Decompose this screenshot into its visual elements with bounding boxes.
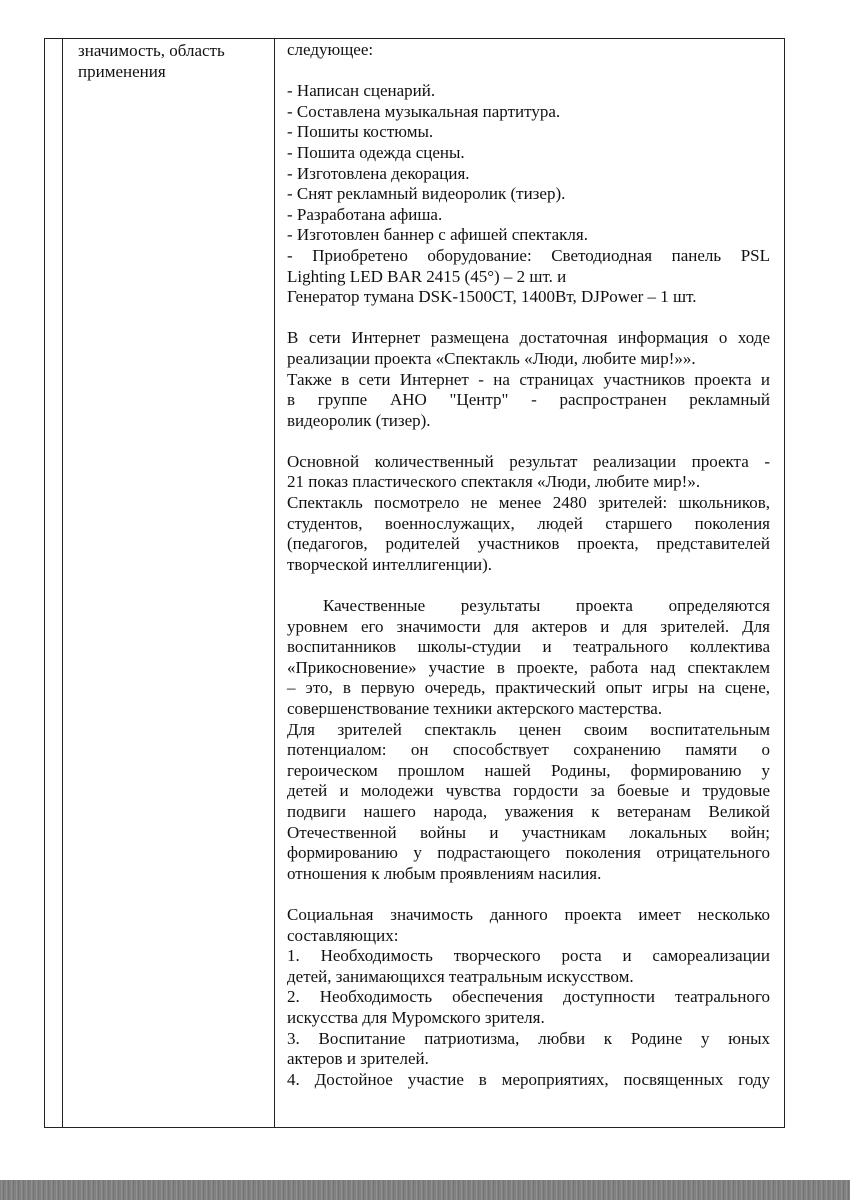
text-line: 4. Достойное участие в мероприятиях, посвященных году [287, 1069, 770, 1089]
list-item: - Приобретено оборудование: Светодиодная панель PSL [287, 245, 770, 265]
table-border-left [44, 38, 45, 1128]
text-line: потенциалом: он способствует сохранению памяти о [287, 740, 770, 760]
text-line: творческой интеллигенции). [287, 554, 493, 574]
row-label-line: значимость, область [78, 41, 225, 60]
text-line: уровнем его значимости для актеров и для зрителей. Для [287, 616, 770, 636]
text-line: составляющих: [287, 925, 399, 945]
table-border-bottom [44, 1127, 785, 1128]
text-line: студентов, военнослужащих, людей старшего поколения [287, 513, 770, 533]
text-line: совершенствование техники актерского мастерства. [287, 699, 663, 718]
list-item: - Снят рекламный видеоролик (тизер). [287, 184, 566, 204]
table-border-top [44, 38, 785, 39]
text-line: Спектакль посмотрело не менее 2480 зрителей: школьников, [287, 493, 770, 513]
text-line: 3. Воспитание патриотизма, любви к Родине у юных [287, 1028, 770, 1048]
table-border-number-col [62, 38, 63, 1128]
qualitative-paragraph [287, 596, 770, 884]
list-item: - Составлена музыкальная партитура. [287, 101, 561, 121]
text-line: – это, в первую очередь, практический опыт игры на сцене, [287, 678, 770, 698]
text-line: искусства для Муромского зрителя. [287, 1007, 545, 1027]
text-line: в группе АНО "Центр" - распространен рекламный [287, 390, 770, 410]
text-line: воспитанников школы-студии и театрального коллектива [287, 637, 770, 657]
text-line: актеров и зрителей. [287, 1049, 429, 1069]
text-line: Также в сети Интернет - на страницах участников проекта и [287, 369, 770, 389]
row-label-cell [78, 40, 268, 82]
text-line: детей и молодежи чувства гордости за боевые и трудовые [287, 781, 770, 801]
text-line: В сети Интернет размещена достаточная информация о ходе [287, 328, 770, 348]
list-item: - Пошиты костюмы. [287, 122, 434, 142]
row-content-cell [287, 40, 770, 1090]
text-line: «Прикосновение» участие в проекте, работа над спектаклем [287, 657, 770, 677]
text-line: 2. Необходимость обеспечения доступности театрального [287, 987, 770, 1007]
list-item: - Разработана афиша. [287, 204, 443, 224]
scan-edge-artifact [0, 1180, 850, 1200]
list-item: - Изготовлена декорация. [287, 163, 470, 183]
text-line: отношения к любым проявлениям насилия. [287, 863, 602, 883]
text-line: видеоролик (тизер). [287, 410, 431, 430]
internet-paragraph [287, 328, 770, 431]
row-label-line: применения [78, 62, 166, 81]
text-line: подвиги нашего народа, уважения к ветеранам Великой [287, 801, 770, 821]
text-line: Социальная значимость данного проекта имеет несколько [287, 904, 770, 924]
quantitative-paragraph [287, 452, 770, 576]
list-item: - Изготовлен баннер с афишей спектакля. [287, 225, 588, 245]
text-line: Отечественной войны и участникам локальных войн; [287, 822, 770, 842]
text-line: детей, занимающихся театральным искусством. [287, 966, 634, 986]
intro-line: следующее: [287, 40, 374, 59]
text-line: 1. Необходимость творческого роста и самореализации [287, 946, 770, 966]
list-item: Lighting LED BAR 2415 (45°) – 2 шт. и [287, 266, 567, 286]
text-line: реализации проекта «Спектакль «Люди, любите мир!»». [287, 348, 696, 368]
social-paragraph [287, 905, 770, 1090]
text-line: формированию у подрастающего поколения отрицательного [287, 843, 770, 863]
table-border-right [784, 38, 785, 1128]
text-line: героическом прошлом нашей Родины, формированию у [287, 760, 770, 780]
list-item: - Пошита одежда сцены. [287, 142, 465, 162]
text-line: Для зрителей спектакль ценен своим воспитательным [287, 719, 770, 739]
text-line: Качественные результаты проекта определяются [323, 596, 770, 616]
text-line: (педагогов, родителей участников проекта, представителей [287, 534, 770, 554]
table-border-label-col [274, 38, 275, 1128]
list-item: Генератор тумана DSK-1500CT, 1400Вт, DJPower – 1 шт. [287, 287, 697, 307]
text-line: 21 показ пластического спектакля «Люди, любите мир!». [287, 472, 701, 492]
text-line: Основной количественный результат реализации проекта - [287, 451, 770, 471]
results-list [287, 81, 770, 308]
list-item: - Написан сценарий. [287, 81, 436, 101]
